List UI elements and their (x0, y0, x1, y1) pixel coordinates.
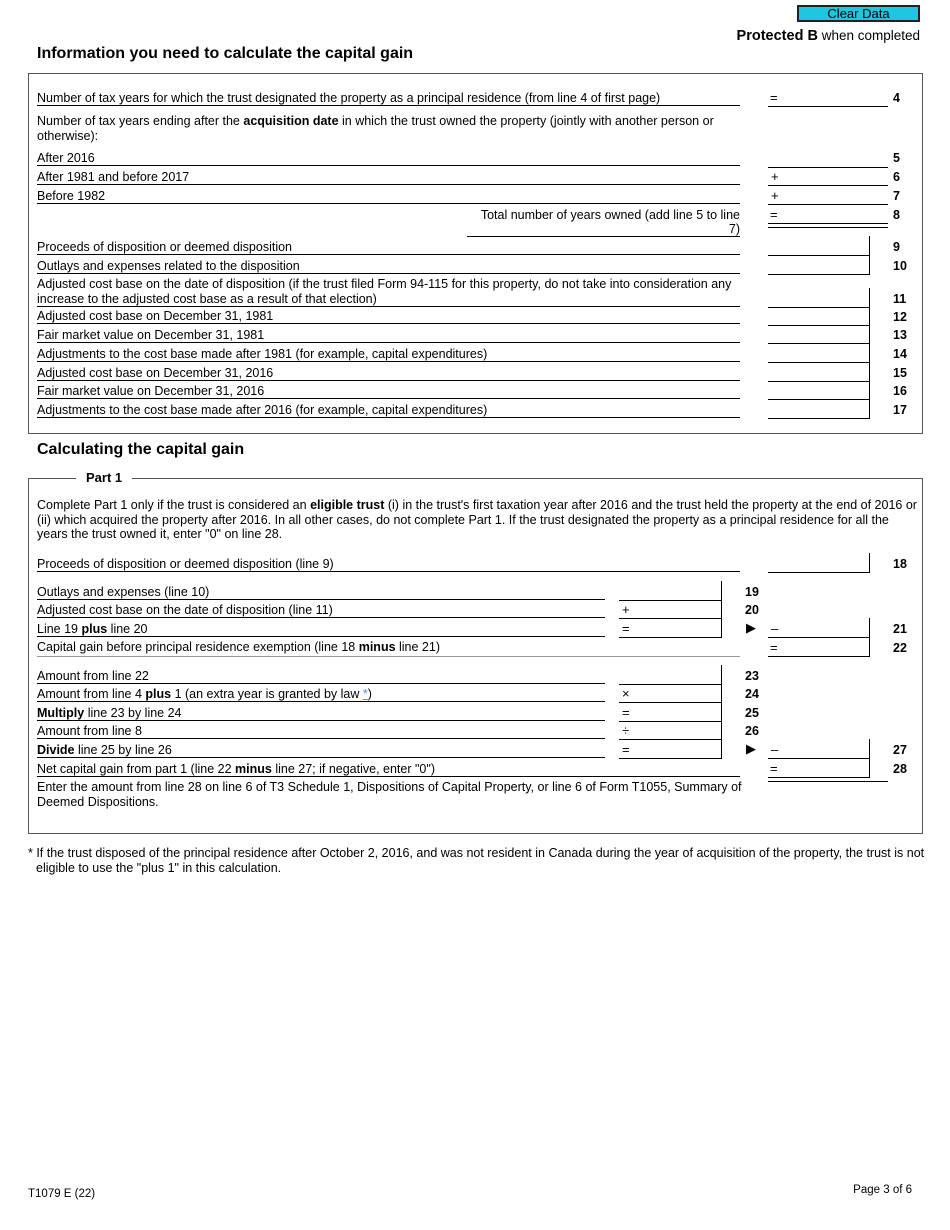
line24-divider (721, 683, 722, 703)
line21-label: Line 19 plus line 20 (37, 622, 605, 637)
arrow-right-icon: ▶ (746, 620, 756, 635)
line22-label: Capital gain before principal residence exemption (line 18 minus line 21) (37, 640, 441, 654)
form-id: T1079 E (22) (28, 1188, 96, 1200)
line19-num: 19 (745, 585, 759, 599)
line4-field[interactable] (768, 90, 888, 107)
line20-label: Adjusted cost base on the date of disposition (line 11) (37, 603, 605, 618)
line28-label: Net capital gain from part 1 (line 22 minus line 27; if negative, enter "0") (37, 762, 740, 777)
line14-label: Adjustments to the cost base made after 1981 (for example, capital expenditures) (37, 347, 740, 362)
line12-num: 12 (893, 310, 907, 324)
clear-data-button[interactable]: Clear Data (797, 5, 920, 22)
line21-divider-left (721, 618, 722, 638)
part1-closing-instruction: Enter the amount from line 28 on line 6 of T3 Schedule 1, Dispositions of Capital Property, or line 6 of Form T1055, Summary of Deemed Dispositions. (37, 780, 742, 809)
line17-num: 17 (893, 403, 907, 417)
line23-divider (721, 665, 722, 685)
line13-field[interactable] (768, 327, 870, 344)
line10-field[interactable] (768, 258, 870, 275)
line10-label: Outlays and expenses related to the disposition (37, 259, 740, 274)
line24-field[interactable] (619, 686, 722, 703)
line27-op: = (622, 742, 630, 757)
protected-b-notice: Protected B when completed (736, 28, 920, 44)
line21-op: = (622, 621, 630, 636)
line23-label: Amount from line 22 (37, 669, 605, 684)
line14-num: 14 (893, 347, 907, 361)
line21-field-left[interactable] (619, 621, 722, 638)
line9-num: 9 (893, 240, 900, 254)
line20-num: 20 (745, 603, 759, 617)
line16-num: 16 (893, 384, 907, 398)
line19-label: Outlays and expenses (line 10) (37, 585, 605, 600)
line28-op: = (770, 761, 778, 776)
line28-num: 28 (893, 762, 907, 776)
line26-divider (721, 720, 722, 740)
line11-divider (869, 288, 870, 308)
years-owned-intro: Number of tax years ending after the acquisition date in which the trust owned the property (jointly with another person or otherwise): (37, 114, 714, 143)
line17-divider (869, 399, 870, 419)
line5-num: 5 (893, 151, 900, 165)
line8-label: Total number of years owned (add line 5 to line 7) (467, 208, 740, 237)
line25-num: 25 (745, 706, 759, 720)
line28-field[interactable] (768, 761, 870, 778)
line14-divider (869, 343, 870, 363)
line27-field[interactable] (768, 742, 870, 759)
part1-label: Part 1 (76, 470, 132, 485)
line28-double-rule (768, 781, 888, 782)
line15-divider (869, 362, 870, 382)
line15-label: Adjusted cost base on December 31, 2016 (37, 366, 740, 381)
line20-op: + (622, 602, 630, 617)
line6-op: + (771, 169, 779, 184)
line12-label: Adjusted cost base on December 31, 1981 (37, 309, 740, 324)
line21-num: 21 (893, 622, 907, 636)
line23-num: 23 (745, 669, 759, 683)
line24-label: Amount from line 4 plus 1 (an extra year is granted by law *) (37, 687, 605, 702)
section1-title: Information you need to calculate the capital gain (37, 45, 414, 62)
line10-divider (869, 255, 870, 275)
line8-op: = (770, 207, 778, 222)
part1-intro: Complete Part 1 only if the trust is considered an eligible trust (i) in the trust's first taxation year after 2016 and the trust held the property at the end of 2016 or (ii) which acquired the property after 2016. In all other cases, do not complete Part 1. If the trust designated the property as a principal residence for all the years the trust owned it, enter "0" on line 28. (37, 498, 917, 541)
line19-field[interactable] (619, 584, 722, 601)
line12-divider (869, 306, 870, 326)
line9-field[interactable] (768, 239, 870, 256)
footnote: * If the trust disposed of the principal residence after October 2, 2016, and was not resident in Canada during the year of acquisition of the property, the trust is not eligible to use the "plus 1" in this calculation. (28, 846, 925, 875)
footnote-link[interactable]: * (362, 687, 368, 701)
line22-num: 22 (893, 641, 907, 655)
line7-num: 7 (893, 189, 900, 203)
line8-field[interactable] (768, 207, 888, 224)
line26-op: ÷ (622, 723, 630, 738)
line4-label: Number of tax years for which the trust designated the property as a principal residence (from line 4 of first page) (37, 91, 740, 106)
line26-num: 26 (745, 724, 759, 738)
line19-divider (721, 581, 722, 601)
line21-divider (869, 618, 870, 638)
line7-op: + (771, 188, 779, 203)
line27-num: 27 (893, 743, 907, 757)
line15-field[interactable] (768, 365, 870, 382)
line28-divider (869, 758, 870, 778)
line7-field[interactable] (768, 188, 888, 205)
line18-num: 18 (893, 557, 907, 571)
line20-divider (721, 599, 722, 619)
line27-divider (869, 739, 870, 759)
line20-field[interactable] (619, 602, 722, 619)
line18-divider (869, 553, 870, 573)
section2-title: Calculating the capital gain (37, 441, 245, 458)
line6-label: After 1981 and before 2017 (37, 170, 740, 185)
line9-label: Proceeds of disposition or deemed disposition (37, 240, 740, 255)
line8-num: 8 (893, 208, 900, 222)
line16-label: Fair market value on December 31, 2016 (37, 384, 740, 399)
line18-field[interactable] (768, 556, 870, 573)
line25-field[interactable] (619, 705, 722, 722)
line23-field[interactable] (619, 668, 722, 685)
line25-op: = (622, 705, 630, 720)
line6-num: 6 (893, 170, 900, 184)
line11-num: 11 (893, 292, 907, 306)
line8-double-rule (768, 227, 888, 228)
line27-field-left[interactable] (619, 742, 722, 759)
line17-field[interactable] (768, 402, 870, 419)
line22-divider (869, 637, 870, 657)
line16-divider (869, 380, 870, 400)
line7-label: Before 1982 (37, 189, 740, 204)
line27-label: Divide line 25 by line 26 (37, 743, 605, 758)
page-number: Page 3 of 6 (853, 1184, 912, 1196)
line10-num: 10 (893, 259, 907, 273)
line17-label: Adjustments to the cost base made after 2016 (for example, capital expenditures) (37, 403, 740, 418)
line6-field[interactable] (768, 169, 888, 186)
line27-op2: – (771, 742, 779, 757)
line11-field[interactable] (768, 291, 870, 308)
line9-divider (869, 236, 870, 256)
line13-label: Fair market value on December 31, 1981 (37, 328, 740, 343)
line12-field[interactable] (768, 309, 870, 326)
line5-field[interactable] (768, 151, 888, 168)
line15-num: 15 (893, 366, 907, 380)
line22-op: = (770, 640, 778, 655)
line13-divider (869, 324, 870, 344)
line16-field[interactable] (768, 383, 870, 400)
line14-field[interactable] (768, 346, 870, 363)
line21-field[interactable] (768, 621, 870, 638)
line22-field[interactable] (768, 640, 870, 657)
line22-rule (37, 656, 740, 657)
line24-op: × (622, 686, 630, 701)
line27-divider-left (721, 739, 722, 759)
line18-label: Proceeds of disposition or deemed disposition (line 9) (37, 557, 740, 572)
line13-num: 13 (893, 328, 907, 342)
line25-divider (721, 702, 722, 722)
arrow-right-icon: ▶ (746, 741, 756, 756)
line24-num: 24 (745, 687, 759, 701)
line21-op2: – (771, 621, 779, 636)
line25-label: Multiply line 23 by line 24 (37, 706, 605, 721)
line26-field[interactable] (619, 723, 722, 740)
line4-op: = (770, 90, 778, 105)
line26-label: Amount from line 8 (37, 724, 605, 739)
line11-label: Adjusted cost base on the date of disposition (if the trust filed Form 94-115 for this property, do not take into consideration any increase to the adjusted cost base as a result of that election) (37, 277, 740, 307)
line4-num: 4 (893, 91, 900, 105)
line5-label: After 2016 (37, 151, 740, 166)
